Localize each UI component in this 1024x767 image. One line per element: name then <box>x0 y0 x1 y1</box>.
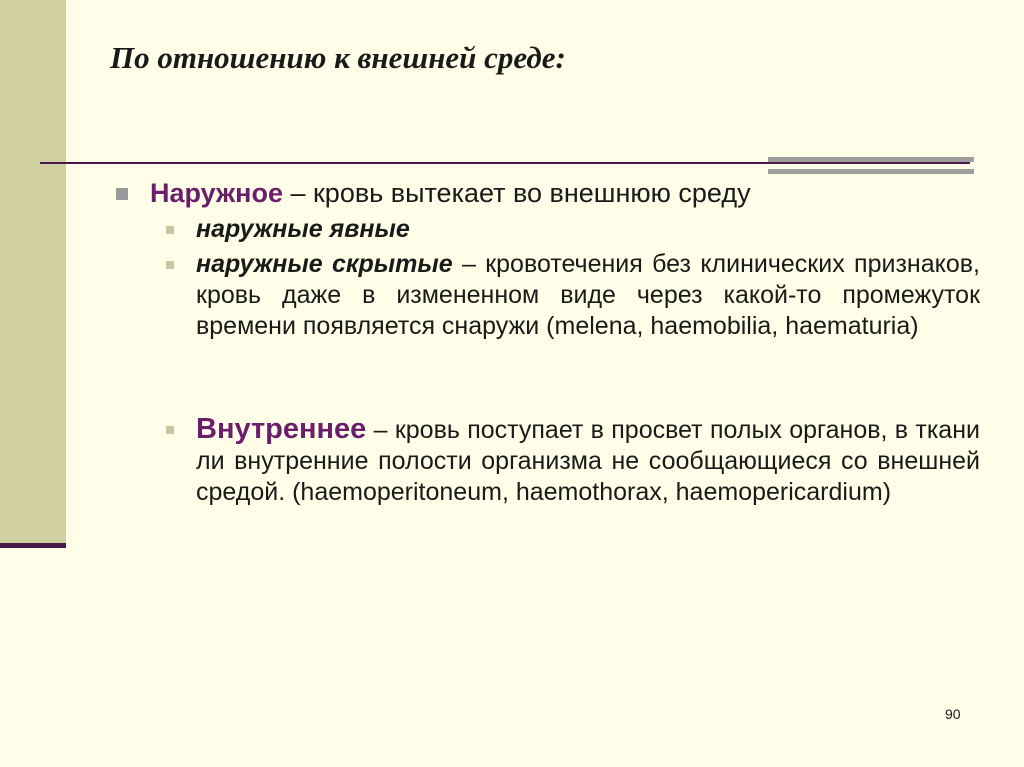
slide-title: По отношению к внешней среде: <box>110 40 566 75</box>
accent-band-bottom <box>768 169 974 174</box>
left-decorative-bar <box>0 0 66 546</box>
accent-band-top <box>768 157 974 162</box>
square-bullet-icon <box>166 426 174 434</box>
bullet-internal <box>166 414 980 508</box>
external-hidden-text: – кровотечения без клинических признаков, кровь даже в измененном виде через какой-то промежуток времени появляется снаружи (melena, haemobilia, haematuria) <box>196 250 980 340</box>
external-hidden-term: наружные скрытые <box>196 250 453 278</box>
internal-term: Внутреннее <box>196 413 367 445</box>
internal-list <box>166 414 980 508</box>
slide-number: 90 <box>945 706 961 722</box>
slide-content <box>116 176 980 512</box>
bullet-external-hidden <box>166 249 980 342</box>
square-bullet-icon <box>166 226 174 234</box>
square-bullet-icon <box>116 188 128 200</box>
external-definition: – кровь вытекает во внешнюю среду <box>282 178 751 208</box>
left-bar-underline <box>0 543 66 548</box>
title-divider-accent <box>768 157 974 177</box>
external-sublist <box>166 214 980 342</box>
external-term: Наружное <box>150 178 283 208</box>
external-overt-term: наружные явные <box>196 215 410 243</box>
bullet-external <box>116 176 980 210</box>
internal-definition: – кровь поступает в просвет полых органов, в ткани ли внутренние полости организма не сообщающиеся со внешней средой. (haemoperitoneum, haemothorax, haemopericardium) <box>196 416 980 506</box>
square-bullet-icon <box>166 261 174 269</box>
bullet-external-overt <box>166 214 980 245</box>
